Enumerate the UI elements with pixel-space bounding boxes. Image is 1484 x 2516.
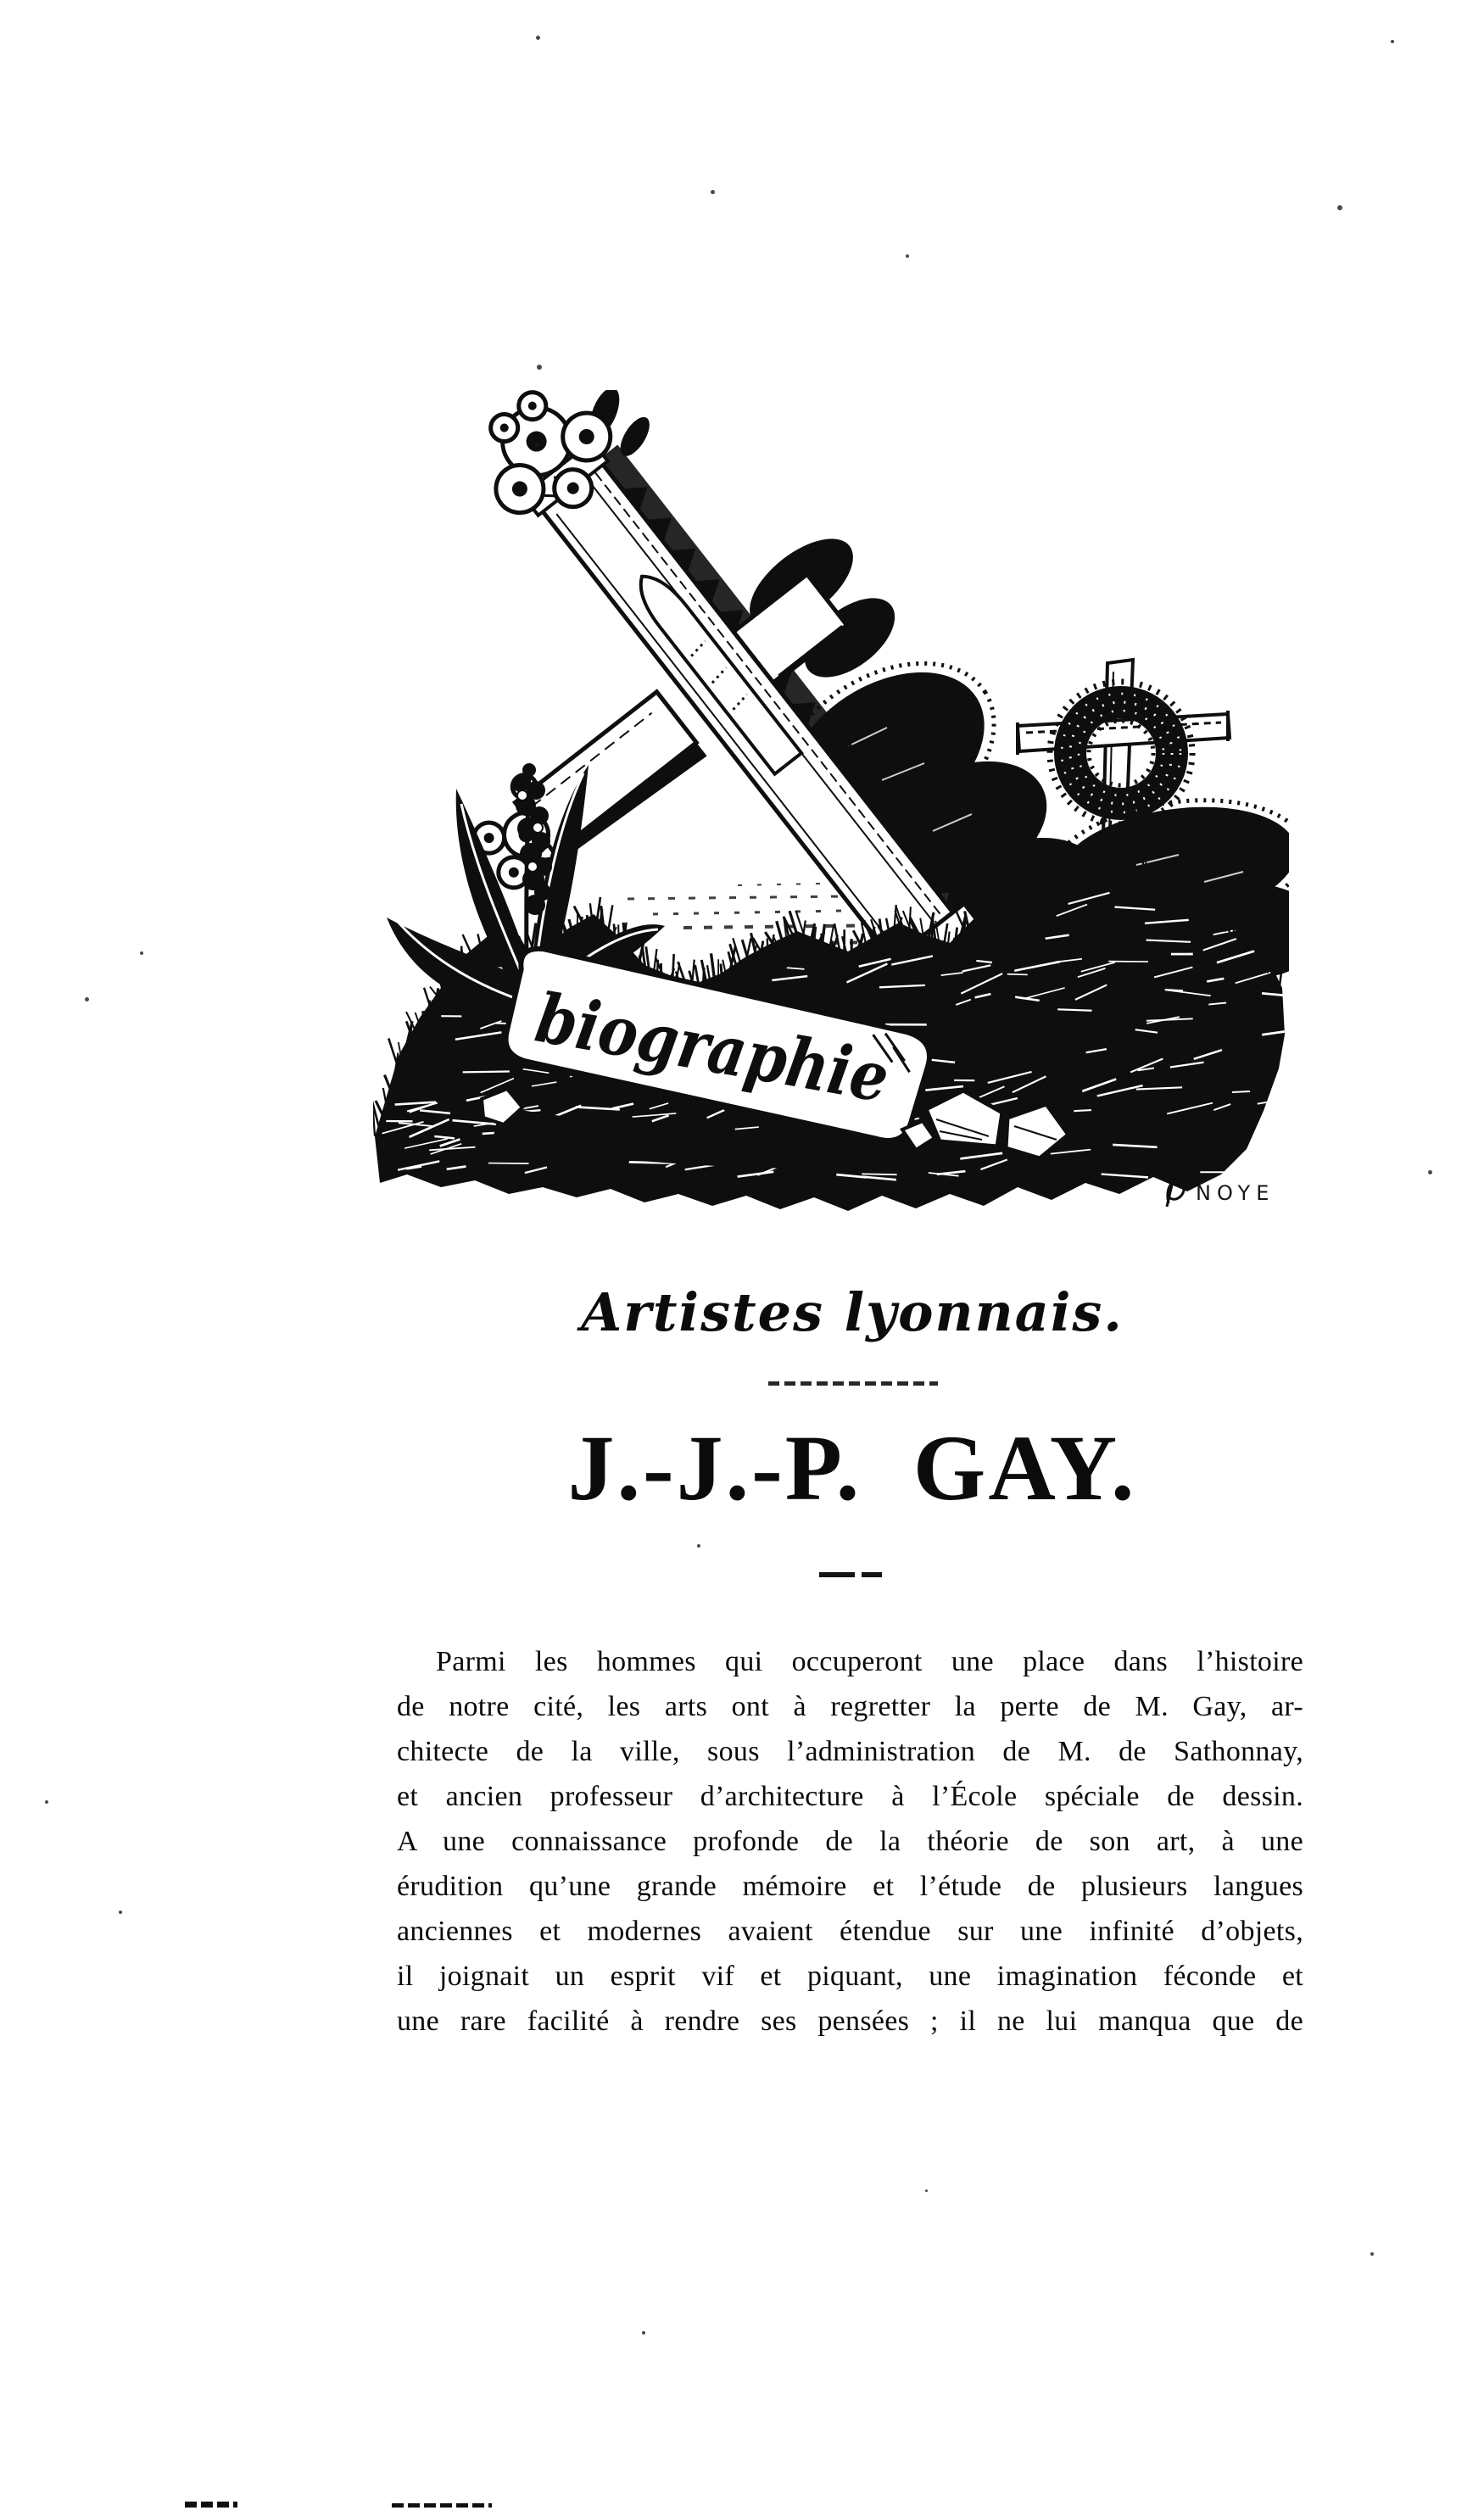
body-line: érudition qu’une grande mémoire et l’étude de plusieurs langues	[397, 1871, 1303, 1902]
engraver-signature	[1167, 1178, 1275, 1207]
scan-speck	[906, 254, 909, 258]
scan-speck	[1428, 1170, 1432, 1174]
scan-speck	[45, 1800, 48, 1804]
body-line: et ancien professeur d’architecture à l’École spéciale de dessin.	[397, 1781, 1303, 1812]
scan-speck	[119, 1911, 122, 1914]
scan-speck	[642, 2331, 645, 2335]
scan-speck	[1337, 205, 1342, 210]
body-line: de notre cité, les arts ont à regretter la perte de M. Gay, ar-	[397, 1691, 1303, 1722]
cemetery-engraving	[373, 390, 1289, 1238]
scan-speck	[536, 36, 540, 40]
body-line: chitecte de la ville, sous l’administration de M. de Sathonnay,	[397, 1736, 1303, 1767]
scan-speck	[1391, 40, 1394, 43]
scan-speck	[535, 444, 538, 447]
scan-speck	[537, 365, 542, 370]
scan-speck	[85, 997, 89, 1001]
scan-edge-mark	[392, 2503, 492, 2508]
scan-speck	[697, 1544, 700, 1548]
title-dash	[819, 1572, 882, 1577]
scan-speck	[1370, 2252, 1374, 2256]
series-heading: Artistes lyonnais.	[581, 1281, 1124, 1343]
body-paragraph	[397, 1639, 1303, 2044]
series-rule	[768, 1381, 938, 1386]
body-line: il joignait un esprit vif et piquant, une imagination féconde et	[397, 1961, 1303, 1992]
body-line: A une connaissance profonde de la théorie de son art, à une	[397, 1826, 1303, 1857]
banner-text: biographie	[530, 977, 950, 1128]
page-title: J.-J.-P. GAY.	[567, 1416, 1137, 1520]
body-line: une rare facilité à rendre ses pensées ; il ne lui manqua que de	[397, 2006, 1303, 2037]
scan-speck	[925, 2190, 928, 2192]
engraver-name: NOYE	[1196, 1181, 1275, 1205]
scan-speck	[140, 951, 143, 955]
body-line: Parmi les hommes qui occuperont une place dans l’histoire	[436, 1646, 1303, 1677]
scan-edge-mark	[185, 2502, 237, 2508]
body-line: anciennes et modernes avaient étendue sur une infinité d’objets,	[397, 1916, 1303, 1947]
scan-speck	[711, 190, 715, 194]
